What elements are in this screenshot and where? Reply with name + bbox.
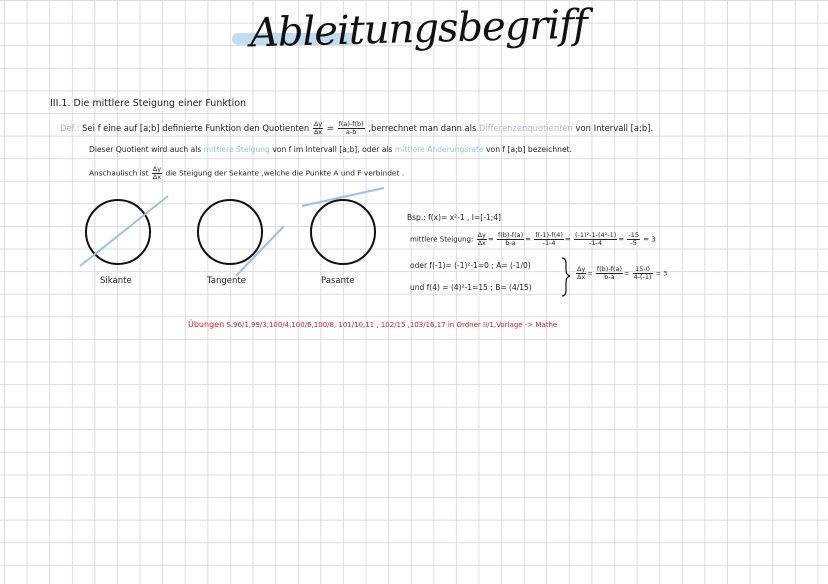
exercises-label: Übungen xyxy=(188,320,225,329)
fraction-denominator: 4-(-1) xyxy=(633,273,652,281)
passant-line xyxy=(302,188,384,206)
fraction-numerator: Δy xyxy=(313,120,323,128)
example-line-2: mittlere Steigung: $\frac{\Delta y}{\Delta x}$ = $\frac{f(b)-f(a)}{b-a}$ = $\frac{f(-1)-f(4)}{-1-4}$ = $\frac{\text{(-1)²-1-(4²-1)}}{-1-4}$ = $\frac{-15}{-5}$ = 3 xyxy=(410,231,656,247)
fraction-numerator: f(-1)-f(4) xyxy=(535,231,563,239)
fraction-denominator: -1-4 xyxy=(589,239,603,247)
label-secant: Sikante xyxy=(100,276,132,286)
fraction-denominator: Δx xyxy=(577,273,586,281)
fraction-numerator: (-1)²-1-(4²-1) xyxy=(575,231,617,239)
fraction-denominator: a-b xyxy=(345,128,357,136)
fraction-numerator: Δy xyxy=(477,231,486,239)
definition-text-3a: Anschaulisch ist xyxy=(89,168,149,178)
definition-label: Def.: xyxy=(60,123,80,133)
term-mittlere-steigung: mittlere Steigung xyxy=(203,145,270,154)
definition-text-1c: von Intervall [a;b]. xyxy=(575,123,654,133)
example-line-4: und f(4) = (4)²-1=15 ; B= (4/15) xyxy=(410,283,532,292)
curly-brace xyxy=(562,258,570,296)
fraction-denominator: Δx xyxy=(313,128,323,136)
definition-text-3b: die Steigung der Sekante ,welche die Punkte A und F verbindet . xyxy=(165,168,405,178)
fraction-denominator: Δx xyxy=(477,239,486,247)
definition-text-2b: von f im Intervall [a;b], oder als xyxy=(272,145,393,154)
fraction-denominator: b-a xyxy=(505,239,516,247)
definition-text-2c: von f [a;b] bezeichnet. xyxy=(486,145,573,154)
example-line-3: oder f(-1)= (-1)²-1=0 ; A= (-1/0) xyxy=(410,261,531,270)
definition-text-1b: ,berrechnet man dann als xyxy=(368,123,477,133)
fraction-numerator: f(b)-f(a) xyxy=(497,231,524,239)
brace-result-value: = 3 xyxy=(655,269,668,278)
example-result: = 3 xyxy=(643,235,656,244)
example-label-steigung: mittlere Steigung: xyxy=(410,235,474,244)
equals-sign: = xyxy=(326,123,334,133)
definition-text-2a: Dieser Quotient wird auch als xyxy=(89,145,202,154)
fraction-denominator: -5 xyxy=(630,239,637,247)
label-tangent: Tangente xyxy=(207,276,246,286)
fraction-numerator: f(b)-f(a) xyxy=(596,265,622,273)
term-differenzenquotient: Differenzenquotienten xyxy=(479,123,573,133)
fraction-denominator: -1-4 xyxy=(542,239,556,247)
section-heading: III.1. Die mittlere Steigung einer Funktion xyxy=(50,98,247,109)
fraction-numerator: -15 xyxy=(628,231,640,239)
fraction-denominator: b-a xyxy=(604,273,615,281)
page-title: Ableitungsbegriff xyxy=(249,1,588,57)
circle-passant xyxy=(311,200,375,264)
fraction-numerator: 15-0 xyxy=(633,266,653,274)
exercises-line xyxy=(188,320,557,329)
fraction-numerator: f(a)-f(b) xyxy=(338,120,364,128)
fraction-numerator: Δy xyxy=(577,265,586,273)
brace-result: $\frac{\Delta y}{\Delta x}$ = $\frac{f(b)-f(a)}{b-a}$ = $\frac{15-0}{4-(-1)}$ = 3 xyxy=(577,265,668,281)
tangent-line xyxy=(236,226,284,276)
term-aenderungsrate: mittlere Änderungsrate xyxy=(394,145,484,154)
circle-tangent xyxy=(198,200,262,264)
label-passant: Pasante xyxy=(321,276,355,286)
definition-text-1a: Sei f eine auf [a;b] definierte Funktion den Quotienten xyxy=(82,123,310,133)
secant-line xyxy=(80,196,168,266)
exercises-text: S.96/1,99/3,100/4,100/6,100/8, 101/10,11 , 102/15 ,103/16,17 in Ordner II/1,Vorlage -> Mathe xyxy=(226,321,558,329)
example-line-1: Bsp.: f(x)= x²-1 , I=[-1;4] xyxy=(407,213,501,222)
fraction-denominator: Δx xyxy=(152,173,162,181)
fraction-numerator: Δy xyxy=(152,165,162,173)
